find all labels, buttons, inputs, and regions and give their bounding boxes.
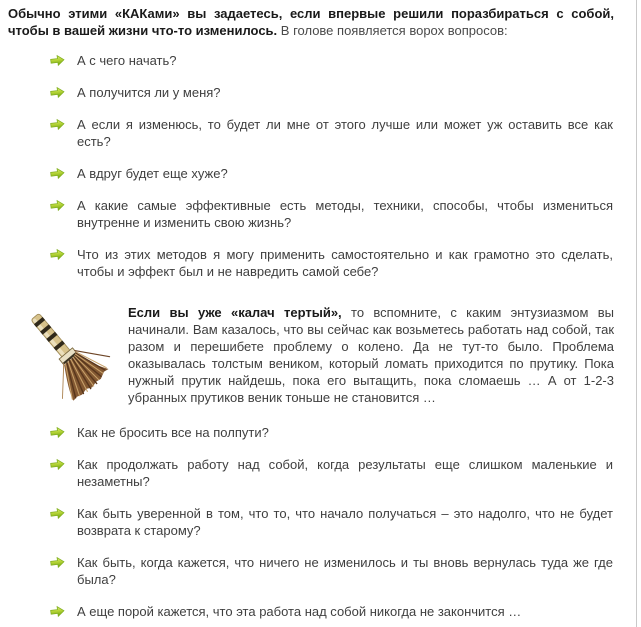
question-text: Как быть, когда кажется, что ничего не изменилось и ты вновь вернулась туда же где была? xyxy=(77,555,613,587)
question-item xyxy=(0,84,636,101)
veteran-paragraph xyxy=(128,304,614,406)
question-text: А получится ли у меня? xyxy=(77,85,221,100)
green-arrow-icon xyxy=(50,118,65,131)
green-arrow-icon xyxy=(50,605,65,618)
question-item xyxy=(0,505,636,539)
intro-regular-text: В голове появляется ворох вопросов: xyxy=(280,23,508,38)
question-list-top xyxy=(0,52,636,280)
question-text: А еще порой кажется, что эта работа над собой никогда не закончится … xyxy=(77,604,522,619)
green-arrow-icon xyxy=(50,86,65,99)
question-item xyxy=(0,197,636,231)
question-text: А какие самые эффективные есть методы, техники, способы, чтобы измениться внутренне и изменить свою жизнь? xyxy=(77,198,613,230)
question-text: Как не бросить все на полпути? xyxy=(77,425,269,440)
question-item xyxy=(0,424,636,441)
green-arrow-icon xyxy=(50,507,65,520)
question-text: А с чего начать? xyxy=(77,53,177,68)
question-item xyxy=(0,165,636,182)
veteran-bold-text: Если вы уже «калач тертый», xyxy=(128,305,342,320)
question-text: Как продолжать работу над собой, когда результаты еще слишком маленькие и незаметны? xyxy=(77,457,613,489)
broom-image xyxy=(22,302,120,402)
green-arrow-icon xyxy=(50,199,65,212)
intro-bold-text: Обычно этими «КАКами» вы задаетесь, если впервые решили поразбираться с собой, чтобы в вашей жизни что-то изменилось. xyxy=(8,6,614,38)
green-arrow-icon xyxy=(50,458,65,471)
green-arrow-icon xyxy=(50,556,65,569)
veteran-regular-text: то вспомните, с каким энтузиазмом вы начинали. Вам казалось, что вы сейчас как возьметесь работать над собой, так разом и перешибете проблему о колено. Да не тут-то было. Проблема оказывалась толстым веником, который ломать приходится по прутику. Пока нужный прутик найдешь, пока его вытащить, пока сломаешь … А от 1-2-3 убранных прутиков веник тоньше не становится … xyxy=(128,305,615,405)
broom-section xyxy=(0,302,636,406)
question-text: А вдруг будет еще хуже? xyxy=(77,166,228,181)
question-item xyxy=(0,456,636,490)
question-item xyxy=(0,554,636,588)
question-item xyxy=(0,116,636,150)
question-text: Что из этих методов я могу применить самостоятельно и как грамотно это сделать, чтобы и эффект был и не навредить самой себе? xyxy=(77,247,613,279)
question-item xyxy=(0,603,636,620)
question-item xyxy=(0,246,636,280)
green-arrow-icon xyxy=(50,167,65,180)
question-text: А если я изменюсь, то будет ли мне от этого лучше или может уж оставить все как есть? xyxy=(77,117,613,149)
intro-paragraph xyxy=(8,5,614,39)
green-arrow-icon xyxy=(50,248,65,261)
green-arrow-icon xyxy=(50,54,65,67)
green-arrow-icon xyxy=(50,426,65,439)
question-list-bottom xyxy=(0,424,636,620)
question-item xyxy=(0,52,636,69)
question-text: Как быть уверенной в том, что то, что начало получаться – это надолго, что не будет возврата к старому? xyxy=(77,506,613,538)
